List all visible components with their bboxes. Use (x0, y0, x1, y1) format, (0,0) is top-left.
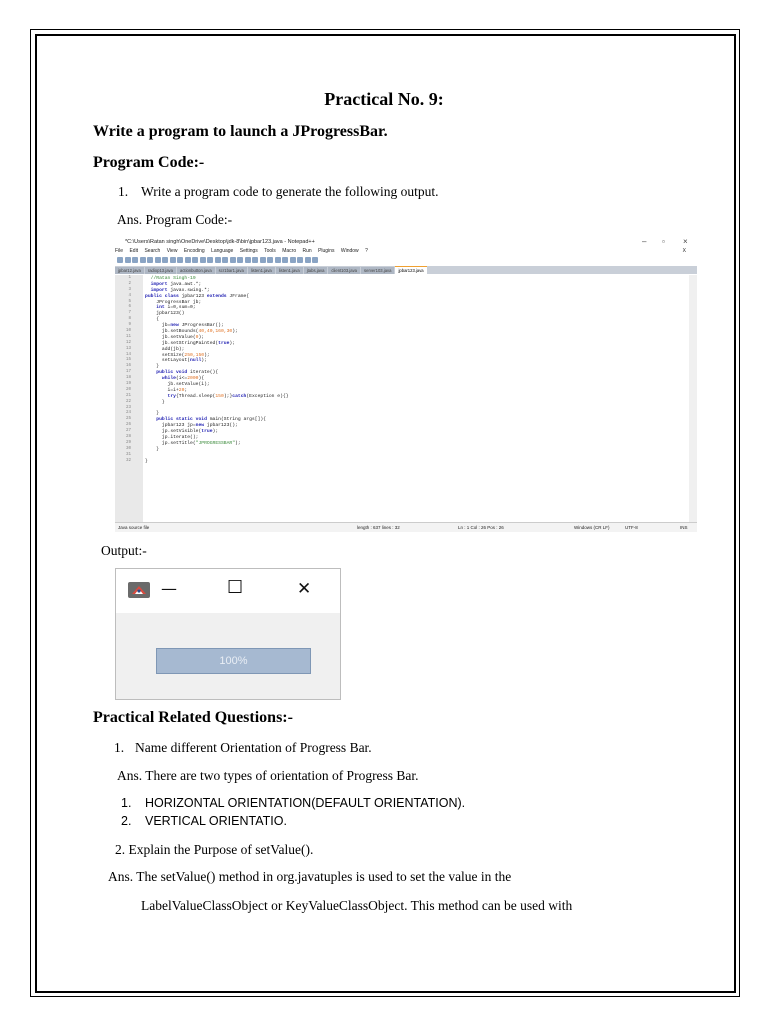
line-numbers: 1 2 3 4 5 6 7 8 9 10 11 12 13 14 15 16 17 18 19 20 21 22 23 24 25 26 27 28 29 30 31 32 (125, 276, 131, 463)
code-line: public class jpbar123 extends JFrame{ (145, 293, 250, 299)
editor-status-bar (115, 522, 697, 532)
related-question-2-text: 2. Explain the Purpose of setValue(). (115, 842, 314, 857)
status-eol: Windows (CR LF) (574, 525, 610, 530)
code-line: public static void main(String args[]){ (156, 417, 266, 423)
save-macro-icon[interactable] (312, 257, 318, 263)
code-line: while(i<=2000){ (161, 376, 205, 382)
aim-heading: Write a program to launch a JProgressBar. (93, 123, 388, 140)
doc-map-icon[interactable] (260, 257, 266, 263)
status-file-type: Java source file (118, 525, 150, 530)
output-window (115, 568, 341, 700)
tab-actionbutton[interactable]: actionbutton.java (177, 267, 215, 274)
code-line: add(jb); (145, 346, 185, 352)
code-line: jp.setTitle("JPROGRESSBAR"); (145, 440, 241, 446)
close-file-icon[interactable] (147, 257, 153, 263)
code-area[interactable] (145, 276, 685, 522)
editor-toolbar (117, 257, 417, 265)
related-question-1-text: Name different Orientation of Progress Bar. (135, 740, 372, 755)
menu-search[interactable]: Search (144, 248, 161, 254)
record-macro-icon[interactable] (282, 257, 288, 263)
find-icon[interactable] (200, 257, 206, 263)
code-line: jpbar123 jp=new jpbar123(); (145, 423, 238, 429)
code-line: jb.setStringPainted(true); (145, 340, 236, 346)
code-line: } (145, 458, 148, 464)
menu-window[interactable]: Window (340, 248, 359, 254)
tab-jtabs[interactable]: jtabs.java (304, 267, 328, 274)
output-minimize-button[interactable]: — (161, 579, 177, 598)
new-file-icon[interactable] (117, 257, 123, 263)
status-length: length : 637 lines : 32 (357, 525, 400, 530)
code-line: } (145, 364, 160, 370)
progress-bar (156, 648, 311, 674)
orientation-2-number: 2. (121, 814, 132, 828)
folder-icon[interactable] (275, 257, 281, 263)
redo-icon[interactable] (192, 257, 198, 263)
code-line: jb.setValue(i); (145, 382, 210, 388)
code-line: import java.awt.*; (150, 281, 202, 287)
code-line: jp.iterate(); (145, 435, 199, 441)
question-1-text: Write a program code to generate the following output. (141, 184, 439, 199)
menu-tools[interactable]: Tools (264, 248, 276, 254)
orientation-1-text: HORIZONTAL ORIENTATION(DEFAULT ORIENTATION). (145, 796, 466, 810)
orientation-1-number: 1. (121, 796, 132, 810)
cut-icon[interactable] (162, 257, 168, 263)
program-code-heading: Program Code:- (93, 154, 205, 171)
output-maximize-button[interactable]: ☐ (227, 577, 244, 598)
stop-macro-icon[interactable] (290, 257, 296, 263)
page-title: Practical No. 9: (324, 89, 444, 109)
code-line: setLayout(null); (145, 358, 207, 364)
output-label: Output:- (101, 543, 147, 558)
zoom-out-icon[interactable] (222, 257, 228, 263)
code-line: try{Thread.sleep(150);}catch(Exception e){} (167, 393, 289, 399)
menu-file[interactable]: File (115, 248, 124, 254)
editor-menu-bar (115, 248, 697, 257)
menu-macro[interactable]: Macro (282, 248, 297, 254)
editor-vertical-scrollbar[interactable] (689, 275, 697, 522)
word-wrap-icon[interactable] (237, 257, 243, 263)
open-file-icon[interactable] (125, 257, 131, 263)
menu-encoding[interactable]: Encoding (183, 248, 205, 254)
menu-view[interactable]: View (166, 248, 178, 254)
output-title-bar (116, 569, 340, 613)
tab-client103[interactable]: client103.java (328, 267, 360, 274)
tab-jpbar123[interactable]: jpbar123.java (395, 266, 426, 274)
editor-close-icon[interactable]: × (683, 237, 688, 246)
status-mode: INS (680, 525, 688, 530)
tab-listen1-b[interactable]: listen1.java (276, 267, 303, 274)
code-line: int i=0,sum=0; (156, 305, 196, 311)
code-line: jb.setValue(0); (145, 334, 205, 340)
function-list-icon[interactable] (267, 257, 273, 263)
code-line: jb.setBounds(40,40,160,30); (145, 329, 238, 335)
code-line: { (145, 317, 160, 323)
code-line: } (145, 399, 165, 405)
editor-tab-bar (115, 266, 697, 274)
copy-icon[interactable] (170, 257, 176, 263)
related-question-2-answer-line1: Ans. The setValue() method in org.javatuples is used to set the value in the (108, 869, 512, 884)
orientation-2-text: VERTICAL ORIENTATIO. (145, 814, 287, 828)
tab-server103[interactable]: server103.java (361, 267, 394, 274)
undo-icon[interactable] (185, 257, 191, 263)
menu-edit[interactable]: Edit (129, 248, 139, 254)
print-icon[interactable] (155, 257, 161, 263)
replace-icon[interactable] (207, 257, 213, 263)
menu-settings[interactable]: Settings (239, 248, 258, 254)
output-close-button[interactable]: ✕ (297, 579, 312, 599)
tab-listen1[interactable]: listen1.java (248, 267, 275, 274)
code-line: } (145, 411, 160, 417)
related-question-1-answer: Ans. There are two types of orientation of Progress Bar. (117, 768, 419, 783)
zoom-in-icon[interactable] (215, 257, 221, 263)
code-line: jpbar123() (145, 311, 185, 317)
tab-scr1bar1[interactable]: scr1bar1.java (216, 267, 247, 274)
editor-maximize-icon[interactable]: ▫ (662, 237, 665, 246)
editor-minimize-icon[interactable]: – (642, 237, 647, 246)
menu-help[interactable]: ? (365, 248, 368, 254)
status-position: Ln : 1 Col : 26 Pos : 26 (458, 525, 504, 530)
editor-window-title: *C:\Users\Ratan singh\OneDrive\Desktop\jdk-8\bin\jpbar123.java - Notepad++ (125, 239, 315, 245)
code-line: setSize(250,150); (145, 352, 210, 358)
editor-title-bar (115, 236, 697, 248)
sync-scroll-icon[interactable] (230, 257, 236, 263)
answer-label: Ans. Program Code:- (117, 212, 233, 227)
related-question-2-answer-line2: LabelValueClassObject or KeyValueClassObject. This method can be used with (141, 898, 573, 913)
related-question-1-number: 1. (114, 740, 125, 755)
code-line: JProgressBar jb; (145, 299, 202, 305)
document-close-icon[interactable]: X (682, 248, 686, 254)
indent-guide-icon[interactable] (252, 257, 258, 263)
paste-icon[interactable] (177, 257, 183, 263)
java-cup-icon (127, 581, 151, 599)
play-macro-icon[interactable] (297, 257, 303, 263)
code-line: import javax.swing.*; (150, 287, 210, 293)
code-line: public void iterate(){ (156, 370, 219, 376)
code-line: } (145, 446, 160, 452)
code-line: //Ratan Singh-19 (145, 276, 196, 281)
progress-text: 100% (219, 655, 248, 667)
tab-radiop13[interactable]: radiop13.java (145, 267, 176, 274)
show-all-icon[interactable] (245, 257, 251, 263)
menu-run[interactable]: Run (302, 248, 312, 254)
notepad-screenshot (115, 236, 697, 532)
related-questions-heading: Practical Related Questions:- (93, 709, 293, 726)
question-1-number: 1. (118, 184, 129, 199)
save-icon[interactable] (132, 257, 138, 263)
status-encoding: UTF-8 (625, 525, 638, 530)
code-line: jb=new JProgressBar(); (145, 323, 224, 329)
tab-jpbar12[interactable]: jpbar12.java (115, 267, 144, 274)
code-line: jp.setVisible(true); (145, 429, 219, 435)
save-all-icon[interactable] (140, 257, 146, 263)
menu-plugins[interactable]: Plugins (318, 248, 335, 254)
run-macro-icon[interactable] (305, 257, 311, 263)
code-line: i=i+20; (145, 387, 188, 393)
menu-language[interactable]: Language (211, 248, 234, 254)
